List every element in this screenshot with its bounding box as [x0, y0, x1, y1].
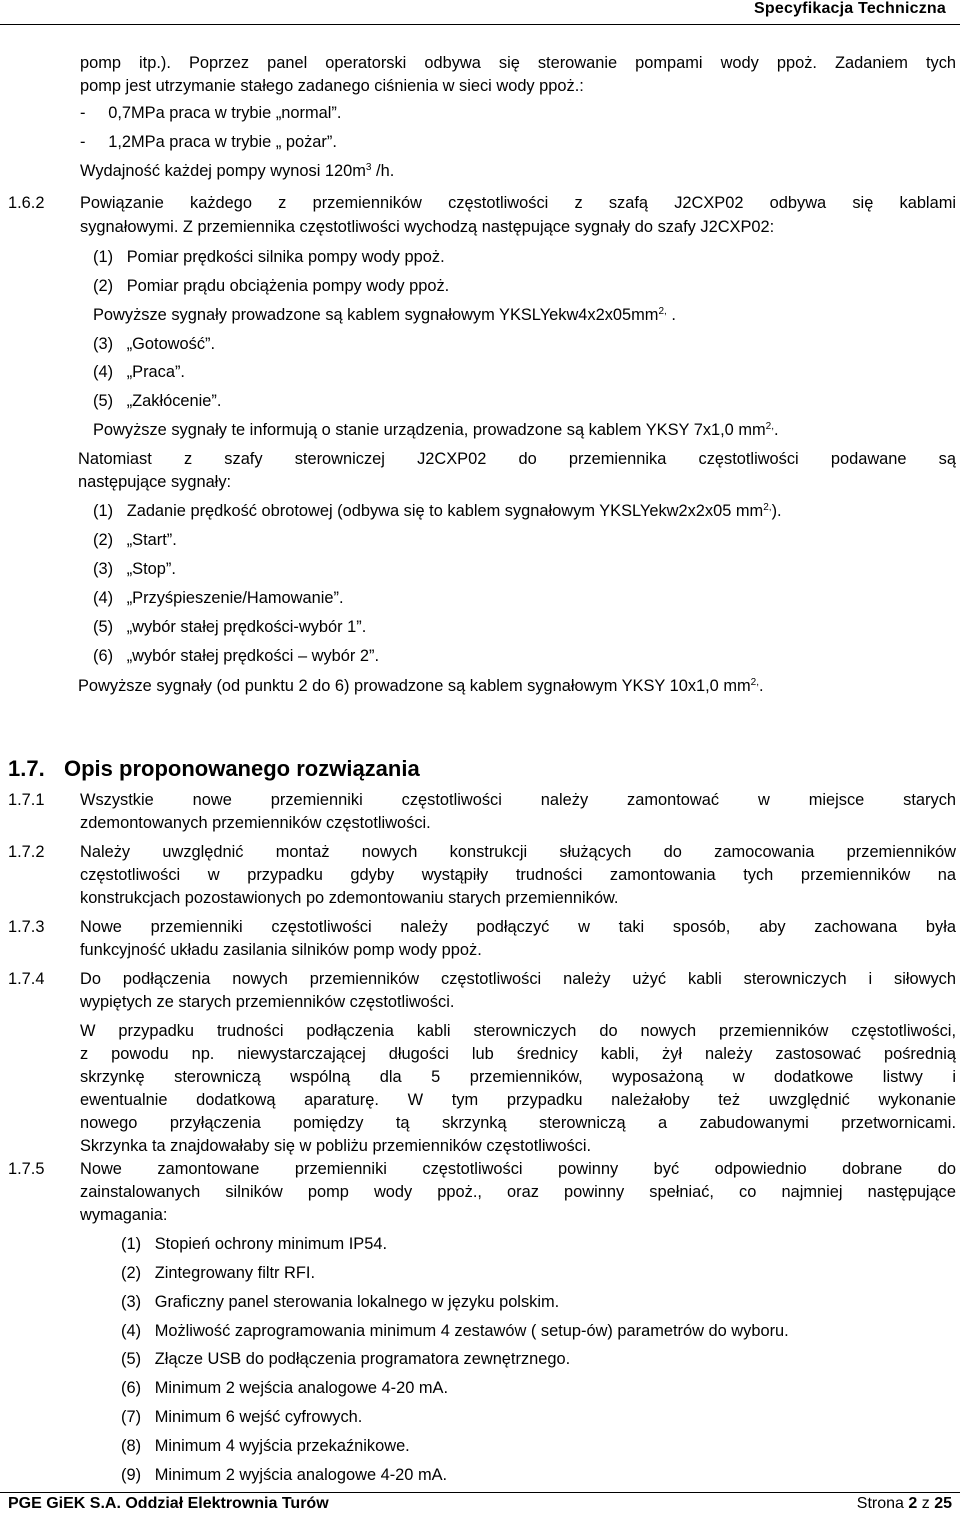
list-item: (8) Minimum 4 wyjścia przekaźnikowe.: [121, 1437, 410, 1455]
footer-page-number: Strona 2 z 25: [856, 1495, 952, 1512]
paragraph-line: Powiązanie każdego z przemienników częstotliwości z szafą J2CXP02 odbywa się kablami: [80, 194, 956, 212]
paragraph-line: pomp itp.). Poprzez panel operatorski odbywa się sterowanie pompami wody ppoż. Zadaniem tych: [80, 54, 956, 72]
section-number: 1.7.2: [8, 843, 45, 861]
paragraph-line: Nowe zamontowane przemienniki częstotliwości powinny być odpowiednio dobrane do: [80, 1160, 956, 1178]
list-item: (4) Możliwość zaprogramowania minimum 4 zestawów ( setup-ów) parametrów do wyboru.: [121, 1322, 789, 1340]
paragraph-line: sygnałowymi. Z przemiennika częstotliwości wychodzą następujące sygnały do szafy J2CXP02:: [80, 218, 775, 236]
list-item: (1) Stopień ochrony minimum IP54.: [121, 1235, 388, 1253]
paragraph-line: wymagania:: [80, 1206, 168, 1224]
section-number: 1.7.4: [8, 970, 45, 988]
list-item: (2) „Start”.: [93, 531, 177, 549]
dash-item: - 0,7MPa praca w trybie „normal”.: [80, 104, 342, 122]
list-item: (1) Pomiar prędkości silnika pompy wody ppoż.: [93, 248, 445, 266]
paragraph-line: konstrukcjach pozostawionych po zdemontowaniu starych przemienników.: [80, 889, 619, 907]
list-item: (5) Złącze USB do podłączenia programatora zewnętrznego.: [121, 1350, 571, 1368]
capacity-line: Wydajność każdej pompy wynosi $120m^3$ /h.: [80, 162, 395, 180]
note-line: Powyższe sygnały (od punktu 2 do 6) prowadzone są kablem sygnałowym YKSY 10x1,0 $mm^{2,}$.: [78, 677, 764, 695]
paragraph-line: nowego przyłączenia pomiędzy tą skrzynką sterowniczą a zabudowanymi przetwornicami.: [80, 1114, 956, 1132]
note-line: Powyższe sygnały te informują o stanie urządzenia, prowadzone są kablem YKSY 7x1,0 $mm^{2,}$.: [93, 421, 779, 439]
dash-item: - 1,2MPa praca w trybie „ pożar”.: [80, 133, 337, 151]
paragraph-line: zdemontowanych przemienników częstotliwości.: [80, 814, 431, 832]
paragraph-line: Nowe przemienniki częstotliwości należy podłączyć w taki sposób, aby zachowana była: [80, 918, 956, 936]
page-header-title: Specyfikacja Techniczna: [754, 0, 946, 17]
list-item: (6) „wybór stałej prędkości – wybór 2”.: [93, 647, 380, 665]
footer-company: PGE GiEK S.A. Oddział Elektrownia Turów: [8, 1495, 329, 1512]
section-heading: 1.7. Opis proponowanego rozwiązania: [8, 756, 420, 781]
list-item: (5) „wybór stałej prędkości-wybór 1”.: [93, 618, 367, 636]
paragraph-line: następujące sygnały:: [78, 473, 232, 491]
paragraph-line: częstotliwości w przypadku gdyby wystąpiły trudności zamontowania tych przemienników na: [80, 866, 956, 884]
list-item: (4) „Przyśpieszenie/Hamowanie”.: [93, 589, 344, 607]
paragraph-line: Skrzynka ta znajdowałaby się w pobliżu przemienników częstotliwości.: [80, 1137, 592, 1155]
paragraph-line: skrzynkę sterowniczą wspólną dla 5 przemienników, wyposażoną w dodatkowe listwy i: [80, 1068, 956, 1086]
paragraph-line: pomp jest utrzymanie stałego zadanego ciśnienia w sieci wody ppoż.:: [80, 77, 584, 95]
list-item: (1) Zadanie prędkość obrotowej (odbywa się to kablem sygnałowym YKSLYekw2x2x05 $mm^{2,}$).: [93, 502, 782, 520]
list-item: (9) Minimum 2 wyjścia analogowe 4-20 mA.: [121, 1466, 448, 1484]
footer-rule: [0, 1492, 960, 1493]
list-item: (6) Minimum 2 wejścia analogowe 4-20 mA.: [121, 1379, 449, 1397]
paragraph-line: Natomiast z szafy sterowniczej J2CXP02 do przemiennika częstotliwości podawane są: [78, 450, 956, 468]
paragraph-line: ewentualnie dodatkową aparaturę. W tym przypadku należałoby też uwzględnić wykonanie: [80, 1091, 956, 1109]
note-line: Powyższe sygnały prowadzone są kablem sygnałowym $YKSLYekw4x2x05mm^{2,}$ .: [93, 306, 676, 324]
paragraph-line: zainstalowanych silników pomp wody ppoż., oraz powinny spełniać, co najmniej następujące: [80, 1183, 956, 1201]
section-number: 1.7.3: [8, 918, 45, 936]
paragraph-line: z powodu np. niewystarczającej długości lub średnicy kabli, żył należy zastosować pośrednią: [80, 1045, 956, 1063]
paragraph-line: Należy uwzględnić montaż nowych konstrukcji służących do zamocowania przemienników: [80, 843, 956, 861]
paragraph-line: Wszystkie nowe przemienniki częstotliwości należy zamontować w miejsce starych: [80, 791, 956, 809]
paragraph-line: funkcyjność układu zasilania silników pomp wody ppoż.: [80, 941, 482, 959]
list-item: (3) „Stop”.: [93, 560, 176, 578]
list-item: (3) Graficzny panel sterowania lokalnego w języku polskim.: [121, 1293, 560, 1311]
paragraph-line: wypiętych ze starych przemienników częstotliwości.: [80, 993, 455, 1011]
list-item: (3) „Gotowość”.: [93, 335, 216, 353]
list-item: (5) „Zakłócenie”.: [93, 392, 222, 410]
list-item: (7) Minimum 6 wejść cyfrowych.: [121, 1408, 363, 1426]
section-number: 1.7.5: [8, 1160, 45, 1178]
list-item: (4) „Praca”.: [93, 363, 185, 381]
list-item: (2) Zintegrowany filtr RFI.: [121, 1264, 315, 1282]
section-number: 1.7.1: [8, 791, 45, 809]
section-number: 1.6.2: [8, 194, 45, 212]
header-rule: [0, 24, 960, 25]
paragraph-line: W przypadku trudności podłączenia kabli sterowniczych do nowych przemienników częstotliwości,: [80, 1022, 956, 1040]
paragraph-line: Do podłączenia nowych przemienników częstotliwości należy użyć kabli sterowniczych i siłowych: [80, 970, 956, 988]
list-item: (2) Pomiar prądu obciążenia pompy wody ppoż.: [93, 277, 450, 295]
